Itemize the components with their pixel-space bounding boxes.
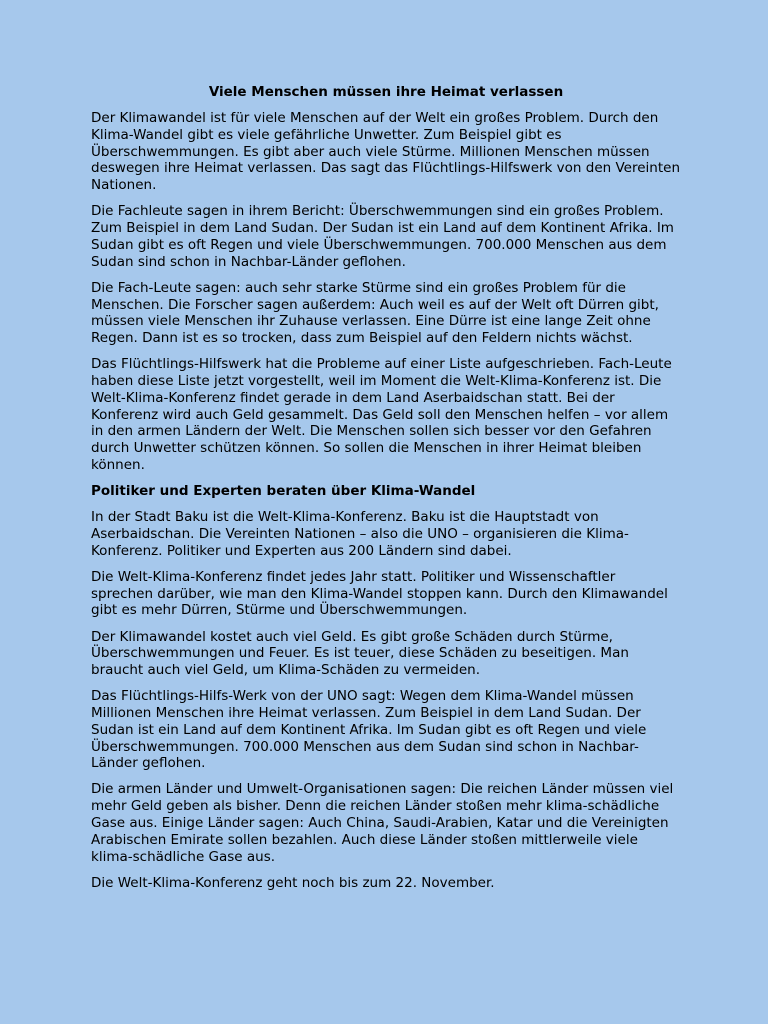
document-page — [91, 84, 681, 901]
paragraph-5: In der Stadt Baku ist die Welt-Klima-Konferenz. Baku ist die Hauptstadt von Aserbaidschan. Die Vereinten Nationen – also die UNO – organisieren die Klima-Konferenz. Politiker und Experten aus 200 Ländern sind dabei. — [91, 509, 629, 559]
paragraph-6: Die Welt-Klima-Konferenz findet jedes Jahr statt. Politiker und Wissenschaftler sprechen darüber, wie man den Klima-Wandel stoppen kann. Durch den Klimawandel gibt es mehr Dürren, Stürme und Überschwemmungen. — [91, 568, 668, 619]
paragraph-10: Die Welt-Klima-Konferenz geht noch bis zum 22. November. — [91, 874, 495, 891]
paragraph-1: Der Klimawandel ist für viele Menschen auf der Welt ein großes Problem. Durch den Klima-Wandel gibt es viele gefährliche Unwetter. Zum Beispiel gibt es Überschwemmungen. Es gibt aber auch viele Stürme. Millionen Menschen müssen deswegen ihre Heimat verlassen. Das sagt das Flüchtlings-Hilfswerk von den Vereinten Nationen. — [91, 110, 681, 194]
paragraph-2: Die Fachleute sagen in ihrem Bericht: Überschwemmungen sind ein großes Problem. Zum Beispiel in dem Land Sudan. Der Sudan ist ein Land auf dem Kontinent Afrika. Im Sudan gibt es oft Regen und viele Überschwemmungen. 700.000 Menschen aus dem Sudan sind schon in Nachbar-Länder geflohen. — [91, 203, 674, 270]
document-title: Viele Menschen müssen ihre Heimat verlassen — [208, 84, 564, 100]
paragraph-8: Das Flüchtlings-Hilfs-Werk von der UNO sagt: Wegen dem Klima-Wandel müssen Millionen Menschen ihre Heimat verlassen. Zum Beispiel in dem Land Sudan. Der Sudan ist ein Land auf dem Kontinent Afrika. Im Sudan gibt es oft Regen und viele Überschwemmungen. 700.000 Menschen aus dem Sudan sind schon in Nachbar-Länder geflohen. — [91, 688, 647, 772]
paragraph-4: Das Flüchtlings-Hilfswerk hat die Probleme auf einer Liste aufgeschrieben. Fach-Leute haben diese Liste jetzt vorgestellt, weil im Moment die Welt-Klima-Konferenz ist. Die Welt-Klima-Konferenz findet gerade in dem Land Aserbaidschan statt. Bei der Konferenz wird auch Geld gesammelt. Das Geld soll den Menschen helfen – vor allem in den armen Ländern der Welt. Die Menschen sollen sich besser vor den Gefahren durch Unwetter schützen können. So sollen die Menschen in ihrer Heimat bleiben können. — [91, 356, 672, 474]
paragraph-3: Die Fach-Leute sagen: auch sehr starke Stürme sind ein großes Problem für die Menschen. Die Forscher sagen außerdem: Auch weil es auf der Welt oft Dürren gibt, müssen viele Menschen ihr Zuhause verlassen. Eine Dürre ist eine lange Zeit ohne Regen. Dann ist es so trocken, dass zum Beispiel auf den Feldern nichts wächst. — [91, 279, 659, 347]
paragraph-9: Die armen Länder und Umwelt-Organisationen sagen: Die reichen Länder müssen viel mehr Geld geben als bisher. Denn die reichen Länder stoßen mehr klima-schädliche Gase aus. Einige Länder sagen: Auch China, Saudi-Arabien, Katar und die Vereinigten Arabischen Emirate sollen bezahlen. Auch diese Länder stoßen mittlerweile viele klima-schädliche Gase aus. — [91, 781, 674, 865]
paragraph-7: Der Klimawandel kostet auch viel Geld. Es gibt große Schäden durch Stürme, Überschwemmungen und Feuer. Es ist teuer, diese Schäden zu beseitigen. Man braucht auch viel Geld, um Klima-Schäden zu vermeiden. — [91, 628, 629, 679]
section-heading: Politiker und Experten beraten über Klima-Wandel — [91, 483, 476, 500]
